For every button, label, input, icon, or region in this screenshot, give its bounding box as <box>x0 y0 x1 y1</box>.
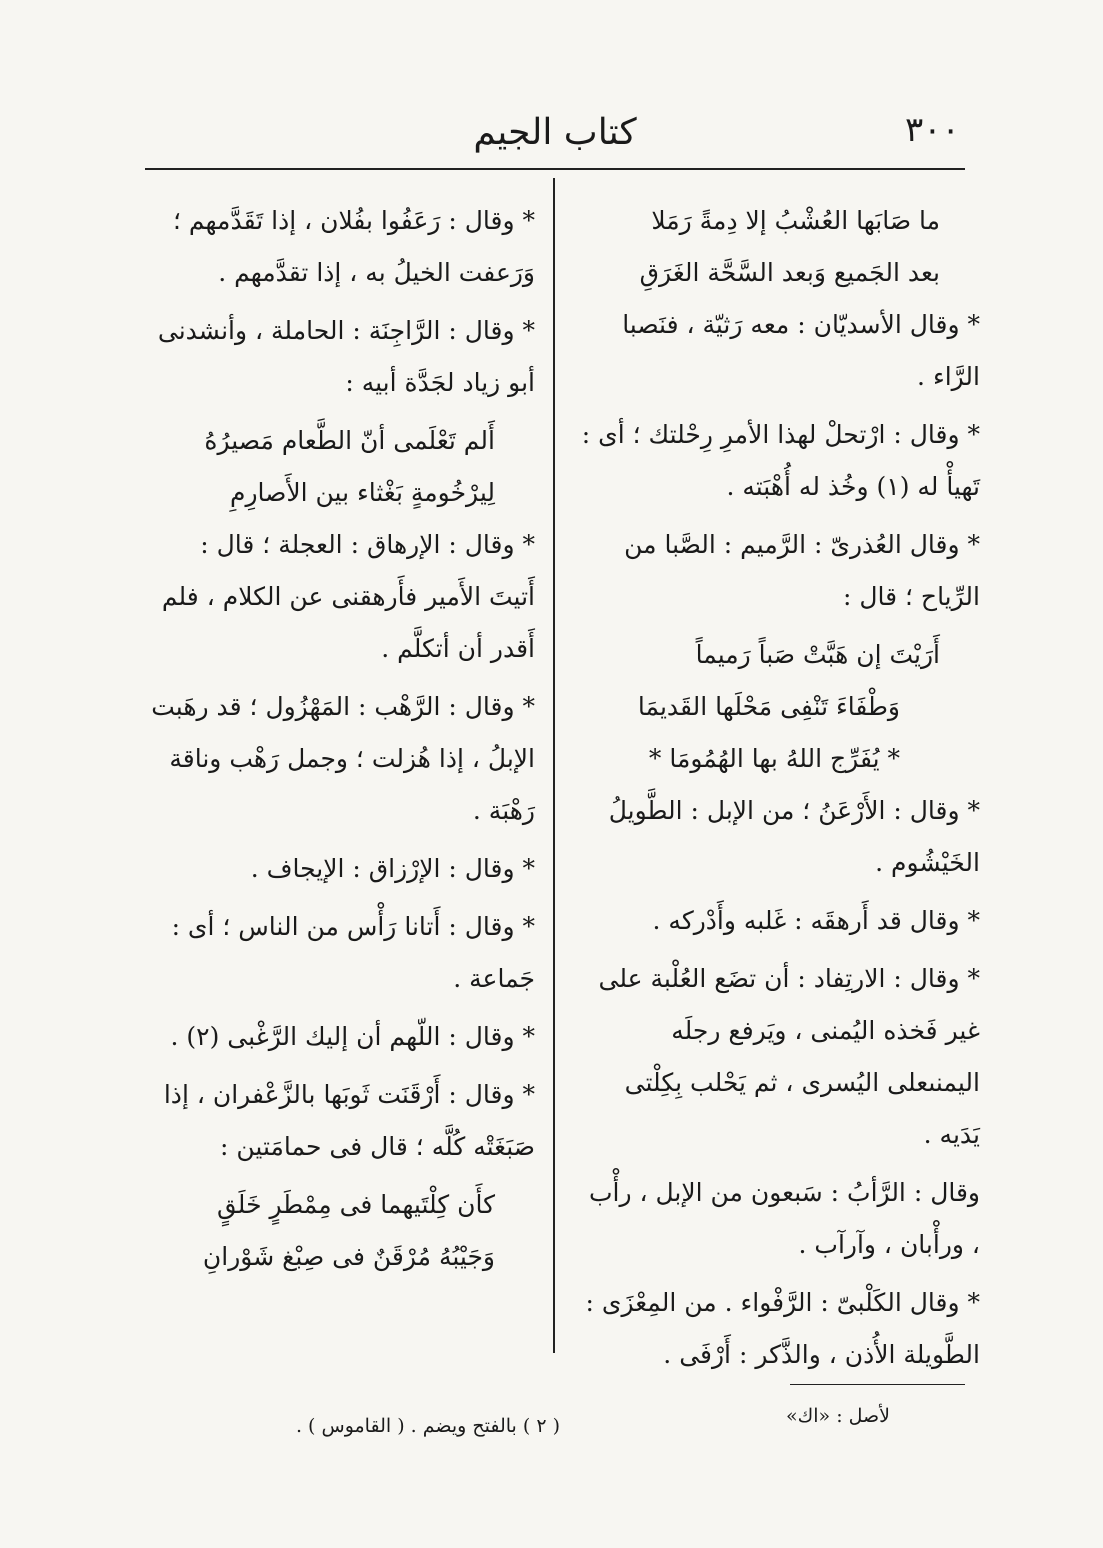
verse-line: أَلم تَعْلَمى أنّ الطَّعام مَصيرُهُ <box>204 426 495 455</box>
entry-paragraph: * وقال : الإرْزاق : الإيجاف . <box>250 854 535 883</box>
entry-paragraph: * وقال : الارتِفاد : أن تضَع العُلْبة على غير فَخذه اليُمنى ، ويَرفع رجلَه اليمنىعلى اليُسرى ، ثم يَحْلب بِكِلْتى يَدَيه . <box>598 964 980 1149</box>
verse-line: بعد الجَميع وَبعد السَّحَّة الغَرَقِ <box>639 258 940 287</box>
entry-paragraph: * وقال العُذرىّ : الرَّميم : الصَّبا من الرِّياح ؛ قال : <box>624 530 980 611</box>
header-divider <box>145 168 965 170</box>
footnote-divider <box>790 1384 965 1385</box>
verse-line: كأَن كِلْتَيهما فى مِمْطَرٍ خَلَقٍ <box>216 1190 495 1219</box>
entry-paragraph: * وقال : الرَّهْب : المَهْزُول ؛ قد رهَبت الإبلُ ، إذا هُزلت ؛ وجمل رَهْب وناقة رَهْبَة . <box>151 692 535 825</box>
page-title: كتاب الجيم <box>473 112 637 153</box>
entry-paragraph: * وقال : رَعَفُوا بفُلان ، إذا تَقَدَّمهم ؛ وَرَعفت الخيلُ به ، إذا تقدَّمهم . <box>173 206 535 287</box>
entry-paragraph: وقال : الرَّأبُ : سَبعون من الإبل ، رأْب ، ورأْبان ، وآرآب . <box>588 1178 980 1259</box>
verse-line: ما صَابَها العُشْبُ إلا دِمةً رَمَلا <box>651 206 940 235</box>
entry-paragraph: * وقال : أَرْقَنَت ثَوبَها بالزَّعْفران ، إذا صَبَغَتْه كُلَّه ؛ قال فى حمامَتين : <box>163 1080 535 1161</box>
verse-line: * يُفَرِّج اللهُ بها الهُمُومَا * <box>648 744 900 773</box>
footnote-left: ( ٢ ) بالفتح ويضم . ( القاموس ) . <box>295 1415 560 1437</box>
entry-paragraph: * وقال : الإرهاق : العجلة ؛ قال : أَتيتَ الأَمير فأَرهقنى عن الكلام ، فلم أَقدر أن أتكلَّم . <box>161 530 535 663</box>
entry-paragraph: * وقال : أَتانا رَأْس من الناس ؛ أى : جَماعة . <box>171 912 535 993</box>
page-number: ٣٠٠ <box>905 110 960 150</box>
entry-paragraph: * وقال : الأَرْعَنُ ؛ من الإبل : الطَّويلُ الخَيْشُوم . <box>608 796 980 877</box>
right-column <box>580 195 980 1387</box>
verse-line: وَجَيْبُهُ مُرْقَنٌ فى صِبْغ شَوْرانِ <box>202 1242 495 1271</box>
verse-line: وَطْفَاءَ تَنْفِى مَحْلَها القَديمَا <box>637 692 900 721</box>
verse-line: لِيرْخُومةٍ بَغْثاء بين الأَصارِمِ <box>229 478 495 507</box>
entry-paragraph: * وقال الكَلْبىّ : الرَّفْواء . من المِعْزَى : الطَّويلة الأُذن ، والذَّكر : أَرْفَى . <box>585 1288 980 1369</box>
entry-paragraph: * وقال الأسديّان : معه رَثيّة ، فنَصبا الرَّاء . <box>622 310 980 391</box>
column-divider <box>553 178 555 1353</box>
entry-paragraph: * وقال قد أَرهقَه : غَلبه وأَدْركه . <box>652 906 980 935</box>
entry-paragraph: * وقال : اللّهم أن إليك الرَّغْبى (٢) . <box>170 1022 535 1051</box>
verse-line: أَرَيْتَ إن هَبَّتْ صَباً رَميماً <box>695 640 940 669</box>
footnote-right: لأصل : «اك» <box>785 1405 890 1427</box>
entry-paragraph: * وقال : ارْتحلْ لهذا الأمرِ رِحْلتك ؛ أى : تَهيأْ له (١) وخُذ له أُهْبَته . <box>581 420 980 501</box>
entry-paragraph: * وقال : الرَّاجِنَة : الحاملة ، وأنشدنى أبو زياد لجَدَّة أبيه : <box>157 316 535 397</box>
left-column <box>150 195 535 1283</box>
